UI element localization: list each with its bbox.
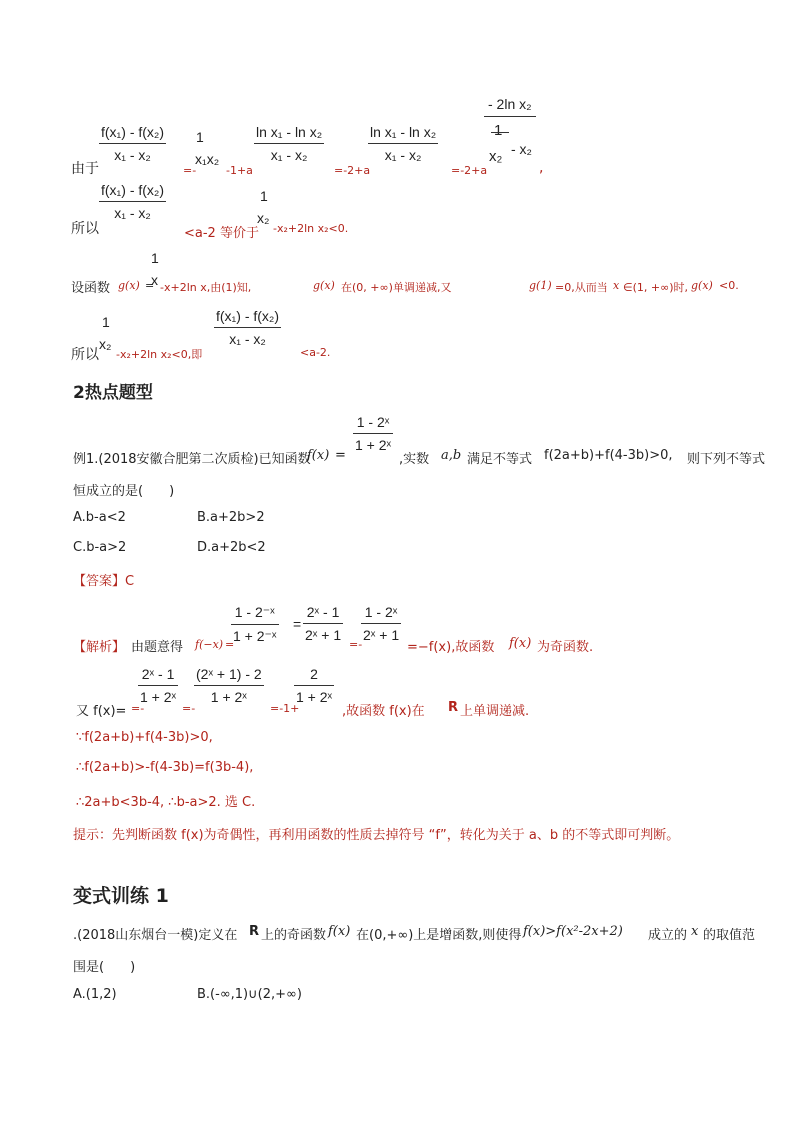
real-set-R: R [249,924,260,939]
fraction: $\frac{\text{f(x₁) - f(x₂)}}{\text{x₁ - x₂}}$ [101,182,165,221]
fraction: $\frac{\text{ln x₁ - ln x₂}}{\text{x₁ - x₂}}$ [370,124,437,163]
text: 的取值范 [703,928,756,943]
option-b: B.a+2b>2 [197,510,265,525]
term: =-2+a [451,164,488,177]
text: ,故函数 f(x)在 [342,704,425,719]
fraction: $\frac{\text{f(x₁) - f(x₂)}}{\text{x₁ - x₂}}$ [216,308,280,347]
option-b: B.(-∞,1)∪(2,+∞) [197,987,302,1002]
text: 上的奇函数 [261,928,327,943]
derivation-line-3 [71,250,791,300]
derivation-line-4 [71,306,791,366]
text-prefix: 所以 [71,221,99,237]
text-prefix: 所以 [71,347,99,363]
section-heading-hot-topics: 2热点题型 [73,383,153,403]
rest: -x₂+2ln x₂<0. [273,222,349,235]
text: 又 f(x)= [76,704,127,719]
text: 成立的 [648,928,688,943]
fraction: $\frac{\text{ln x₁ - ln x₂}}{\text{x₁ - x₂}}$ [256,124,323,163]
text: =−f(x),故函数 [407,640,495,655]
step-2: ∴f(2a+b)>-f(4-3b)=f(3b-4), [76,760,254,775]
text: 由题意得 [131,640,184,655]
f-x: f(x) [307,448,330,463]
x: x [151,272,158,288]
rule [491,132,509,133]
inequality: <a-2. [300,346,331,359]
minus-x2: - x₂ [511,141,532,157]
exercise [73,924,793,1014]
f-x: f(x) [328,924,351,939]
analysis-label: 【解析】 [73,640,126,655]
rest: 在(0, +∞)单调递减,又 [341,281,452,294]
numerator: - 2ln x₂ [484,96,536,117]
text-prefix: 由于 [71,161,99,177]
option-c: C.b-a>2 [73,540,127,555]
text: 上单调递减. [460,704,530,719]
text: 在(0,+∞)上是增函数,则使得 [356,928,522,943]
text: 围是( ) [73,960,136,975]
fraction: $\frac{\text{(2ˣ + 1) - 2}}{\text{1 + 2ˣ}}$ [196,666,262,705]
term: =-2+a [334,164,371,177]
g-1: g(1) [529,279,552,292]
eq: = [335,448,346,463]
eq: =-1+ [270,702,300,715]
g-x: g(x) [313,279,335,292]
rest: -x+2ln x,由(1)知, [160,281,252,294]
answer-value: C [125,574,135,589]
x: x [691,924,699,939]
text: 满足不等式 [467,452,533,467]
x1x2: x₁x₂ [195,151,220,167]
comma: , [539,160,544,176]
text: 则下列不等式 [687,452,766,467]
eq: = [225,638,235,651]
one: 1 [102,314,110,330]
x: x [613,279,620,292]
one: 1 [494,122,503,139]
monotonic-line [76,664,794,724]
f-neg-x: f(−x) [195,638,224,651]
step-3: ∴2a+b<3b-4, ∴b-a>2. 选 C. [76,795,256,810]
x2: x₂ [257,210,270,226]
eq: =- [131,702,145,715]
x2: x₂ [489,148,503,165]
fraction: $\frac{\text{2ˣ - 1}}{\text{2ˣ + 1}}$ [305,604,342,643]
one-over: 1 [196,129,204,145]
g-x: g(x) [691,279,713,292]
text: 为奇函数. [537,640,594,655]
rest: =0,从而当 [555,281,608,294]
derivation-line-2 [71,180,791,240]
answer [73,570,134,589]
fraction: $\frac{2}{\text{1 + 2ˣ}}$ [296,666,333,705]
one: 1 [151,250,159,266]
inequality: f(2a+b)+f(4-3b)>0, [544,448,673,463]
rest: <0. [719,279,739,292]
fraction: $\frac{\text{f(x₁) - f(x₂)}}{\text{x₁ - x₂}}$ [101,124,165,163]
eq: =- [349,638,363,651]
fraction: $\frac{\text{2ˣ - 1}}{\text{1 + 2ˣ}}$ [140,666,177,705]
hint: 提示：先判断函数 f(x)为奇偶性，再利用函数的性质去掉符号 “f”，转化为关于 a、b 的不等式即可判断。 [73,828,680,843]
example-1 [73,410,793,560]
inequality: <a-2 等价于 [184,226,259,241]
eq: =- [183,164,197,177]
g-x: g(x) [118,279,140,292]
eq: = [293,616,302,632]
eq: =- [182,702,196,715]
fraction: $\frac{\text{1 - 2ˣ}}{\text{1 + 2ˣ}}$ [355,414,392,453]
fraction: $\frac{\text{1 - 2ˣ}}{\text{2ˣ + 1}}$ [363,604,400,643]
text: 恒成立的是( ) [73,484,175,499]
step-1: ∵f(2a+b)+f(4-3b)>0, [76,730,213,745]
fraction: $\frac{\text{1 - 2⁻ˣ}}{\text{1 + 2⁻ˣ}}$ [233,604,277,644]
one: 1 [260,188,268,204]
eq: = [145,279,155,292]
text: 设函数 [71,281,111,296]
rest: -x₂+2ln x₂<0,即 [116,348,203,361]
f-x: f(x) [509,636,532,651]
answer-label: 【答案】 [73,574,126,589]
x2: x₂ [99,336,112,352]
term: -1+a [226,164,253,177]
text: 例1.(2018安徽合肥第二次质检)已知函数 [73,452,311,467]
text: .(2018山东烟台一模)定义在 [73,928,238,943]
real-set-R: R [448,700,459,715]
option-a: A.b-a<2 [73,510,126,525]
text: ,实数 [399,452,430,467]
derivation-line-1 [71,96,791,186]
option-a: A.(1,2) [73,987,117,1002]
section-heading-variant-training: 变式训练 1 [73,885,169,907]
ab: a,b [441,448,462,463]
rest: ∈(1, +∞)时, [623,281,689,294]
option-d: D.a+2b<2 [197,540,266,555]
analysis-line [73,600,793,660]
inequality: f(x)>f(x²-2x+2) [523,924,623,939]
